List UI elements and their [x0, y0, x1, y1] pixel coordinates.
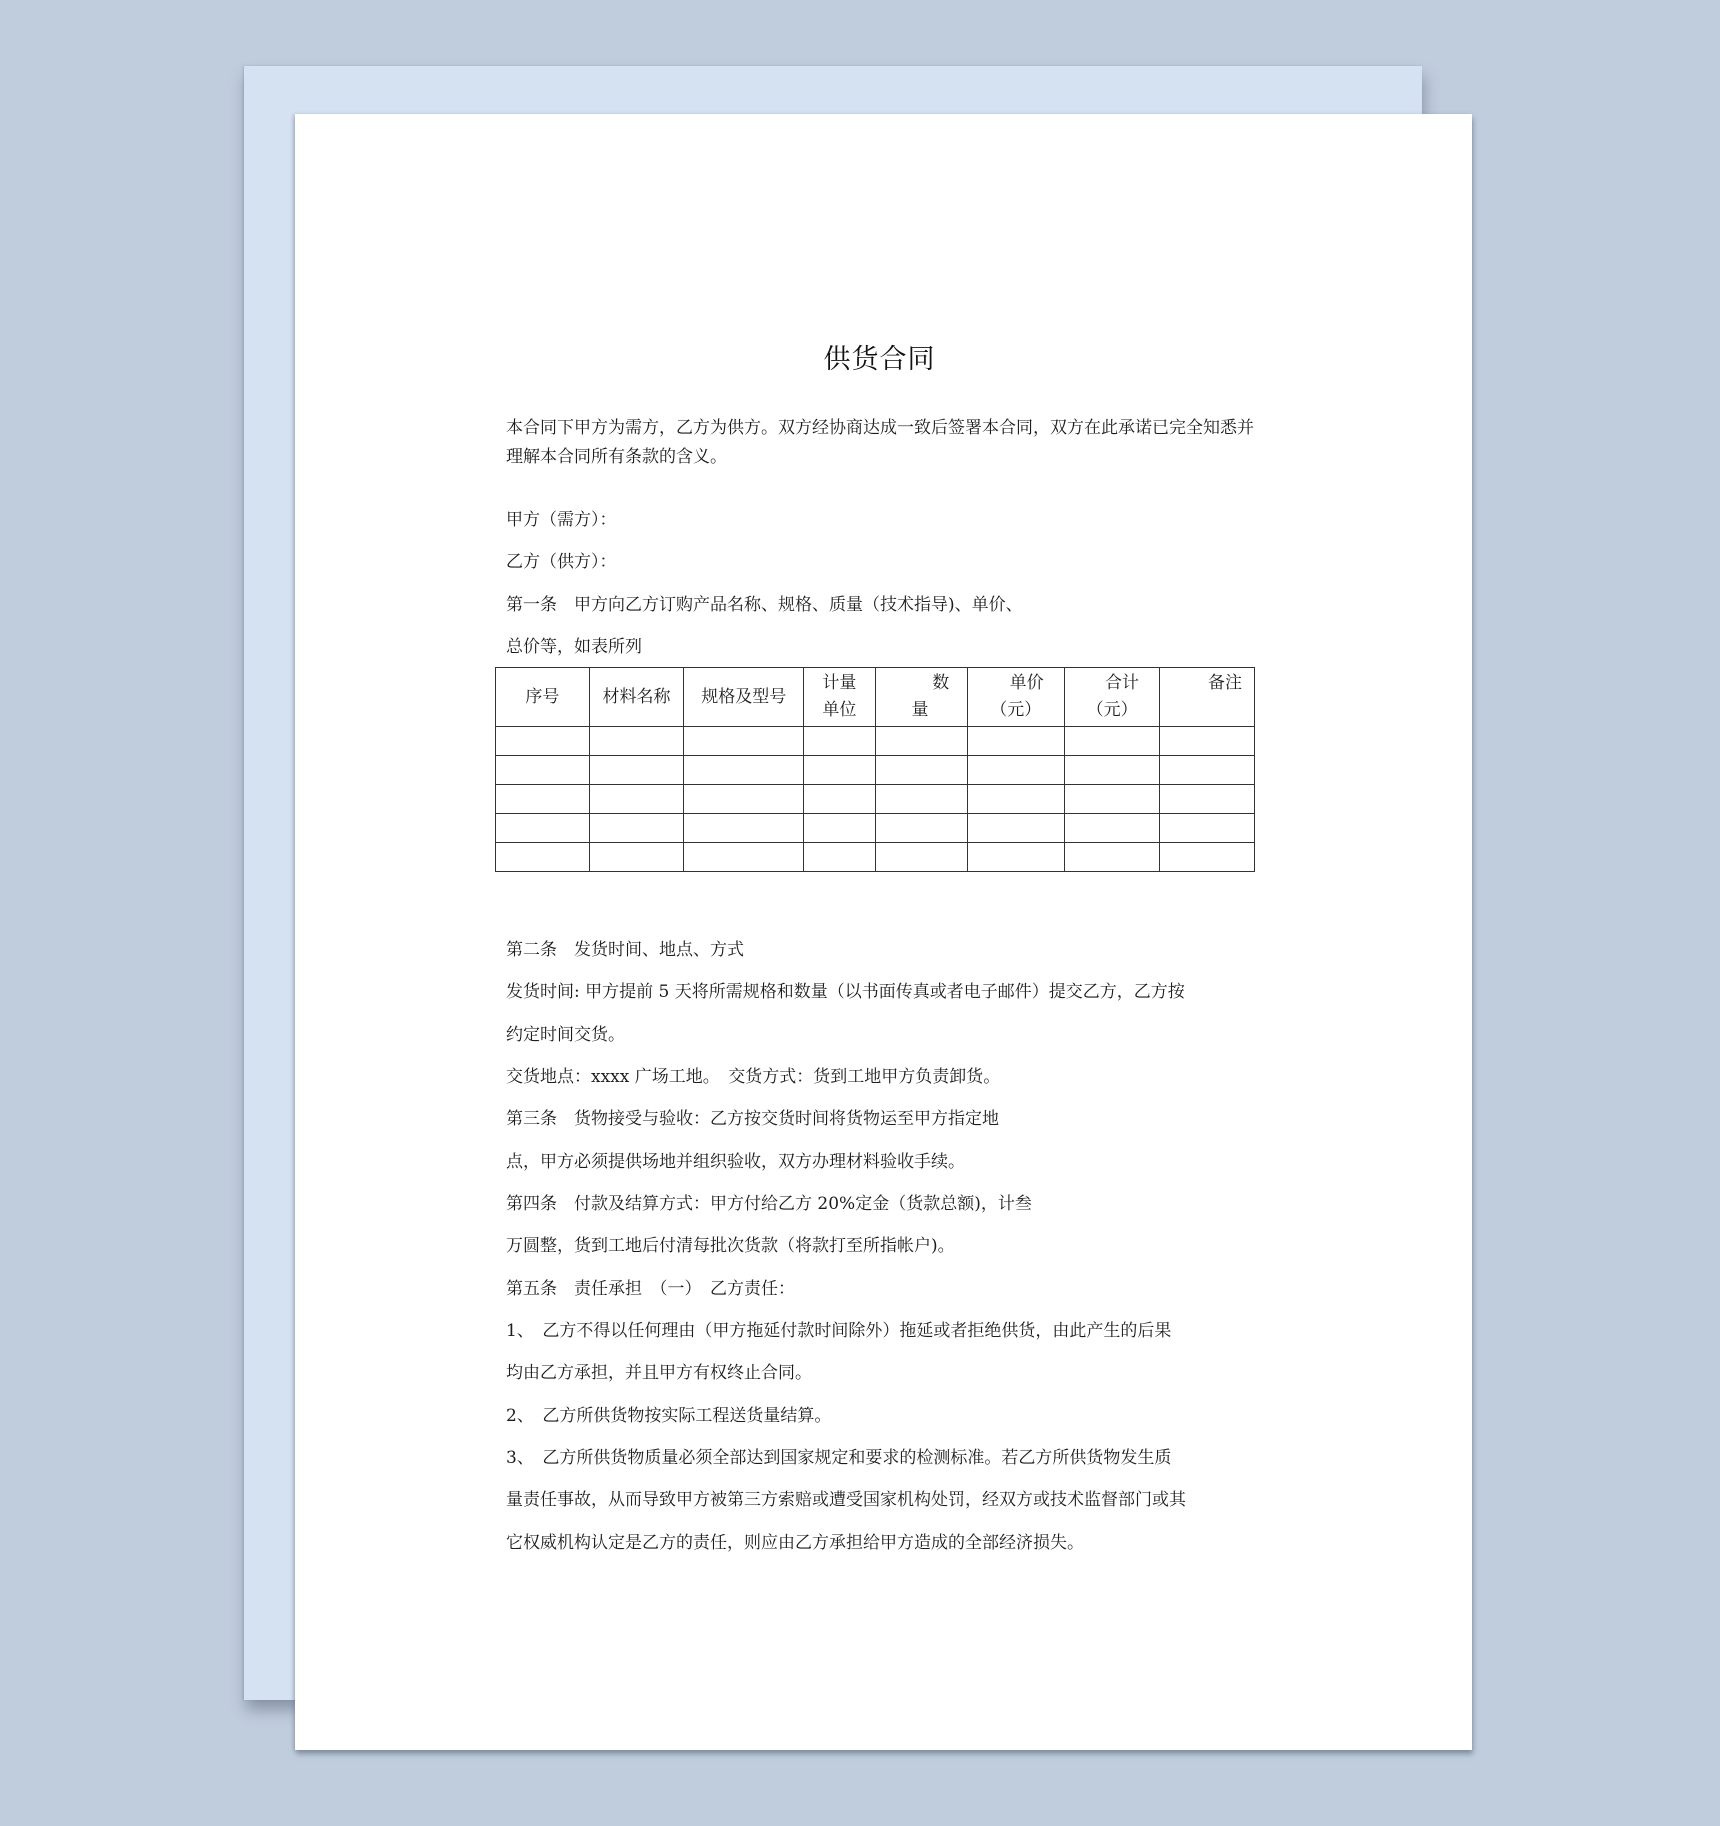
document-page: [295, 114, 1472, 1750]
table-cell: [804, 814, 875, 843]
table-cell: [804, 843, 875, 872]
table-cell: [1159, 756, 1254, 785]
header-cell-remarks: 备注: [1159, 668, 1254, 727]
table-cell: [968, 843, 1064, 872]
intro-paragraph: 本合同下甲方为需方，乙方为供方。双方经协商达成一致后签署本合同，双方在此承诺已完全知悉并理解本合同所有条款的含义。: [506, 418, 1254, 467]
article-5-title: 第五条 责任承担 （一） 乙方责任：: [506, 1279, 795, 1299]
table-row: [496, 843, 1255, 872]
article-1-line-1: 第一条 甲方向乙方订购产品名称、规格、质量（技术指导)、单价、: [506, 595, 1023, 615]
table-cell: [968, 727, 1064, 756]
table-cell: [684, 843, 804, 872]
article-3-line-1: 第三条 货物接受与验收：乙方按交货时间将货物运至甲方指定地: [506, 1109, 999, 1129]
item-3-line-2: 量责任事故，从而导致甲方被第三方索赔或遭受国家机构处罚，经双方或技术监督部门或其: [506, 1490, 1186, 1510]
table-cell: [1064, 843, 1159, 872]
table-row: [496, 814, 1255, 843]
table-cell: [496, 814, 590, 843]
article-2-place: 交货地点：xxxx 广场工地。 交货方式：货到工地甲方负责卸货。: [506, 1067, 1001, 1087]
table-cell: [875, 785, 968, 814]
table-row: [496, 727, 1255, 756]
table-cell: [589, 843, 684, 872]
table-row: [496, 756, 1255, 785]
header-cell-unit-price: 单价 （元）: [968, 668, 1064, 727]
table-cell: [1159, 843, 1254, 872]
table-cell: [684, 785, 804, 814]
table-cell: [1159, 785, 1254, 814]
table-cell: [589, 814, 684, 843]
table-cell: [1064, 814, 1159, 843]
table-cell: [589, 727, 684, 756]
table-cell: [1159, 727, 1254, 756]
item-1-line-1: 1、 乙方不得以任何理由（甲方拖延付款时间除外）拖延或者拒绝供货，由此产生的后果: [506, 1321, 1172, 1341]
table-cell: [804, 756, 875, 785]
header-cell-quantity: 数 量: [875, 668, 968, 727]
item-3-line-1: 3、 乙方所供货物质量必须全部达到国家规定和要求的检测标准。若乙方所供货物发生质: [506, 1448, 1172, 1468]
table-cell: [496, 785, 590, 814]
article-2-time-line-2: 约定时间交货。: [506, 1025, 625, 1045]
table-cell: [968, 814, 1064, 843]
header-cell-total: 合计 （元）: [1064, 668, 1159, 727]
table-cell: [1064, 727, 1159, 756]
document-title: 供货合同: [823, 344, 936, 375]
party-a-label: 甲方（需方）：: [506, 510, 617, 530]
party-b-label: 乙方（供方）：: [506, 552, 617, 572]
table-cell: [875, 843, 968, 872]
table-cell: [684, 814, 804, 843]
table-cell: [875, 727, 968, 756]
table-cell: [875, 814, 968, 843]
table-cell: [875, 756, 968, 785]
header-cell-spec-model: 规格及型号: [684, 668, 804, 727]
item-3-line-3: 它权威机构认定是乙方的责任，则应由乙方承担给甲方造成的全部经济损失。: [506, 1533, 1084, 1553]
article-2-title: 第二条 发货时间、地点、方式: [506, 940, 744, 960]
table-cell: [589, 756, 684, 785]
item-2: 2、 乙方所供货物按实际工程送货量结算。: [506, 1406, 832, 1426]
header-cell-index: 序号: [496, 668, 590, 727]
table-cell: [1064, 756, 1159, 785]
header-cell-material-name: 材料名称: [589, 668, 684, 727]
article-2-time-line-1: 发货时间: 甲方提前 5 天将所需规格和数量（以书面传真或者电子邮件）提交乙方，乙方按: [506, 982, 1185, 1002]
article-4-line-2: 万圆整，货到工地后付清每批次货款（将款打至所指帐户)。: [506, 1236, 955, 1256]
table-cell: [496, 843, 590, 872]
table-cell: [684, 727, 804, 756]
table-cell: [496, 756, 590, 785]
item-1-line-2: 均由乙方承担，并且甲方有权终止合同。: [506, 1363, 812, 1383]
goods-table: [495, 667, 1255, 872]
article-1-line-2: 总价等，如表所列: [506, 637, 642, 657]
table-cell: [1159, 814, 1254, 843]
table-cell: [804, 785, 875, 814]
table-cell: [968, 756, 1064, 785]
table-cell: [968, 785, 1064, 814]
table-cell: [496, 727, 590, 756]
table-cell: [1064, 785, 1159, 814]
table-cell: [684, 756, 804, 785]
article-3-line-2: 点，甲方必须提供场地并组织验收，双方办理材料验收手续。: [506, 1152, 965, 1172]
article-4-line-1: 第四条 付款及结算方式：甲方付给乙方 20%定金（货款总额)，计叁: [506, 1194, 1032, 1214]
table-row: [496, 785, 1255, 814]
header-cell-unit: 计量 单位: [804, 668, 875, 727]
table-cell: [589, 785, 684, 814]
table-cell: [804, 727, 875, 756]
table-header-row: [496, 668, 1255, 727]
